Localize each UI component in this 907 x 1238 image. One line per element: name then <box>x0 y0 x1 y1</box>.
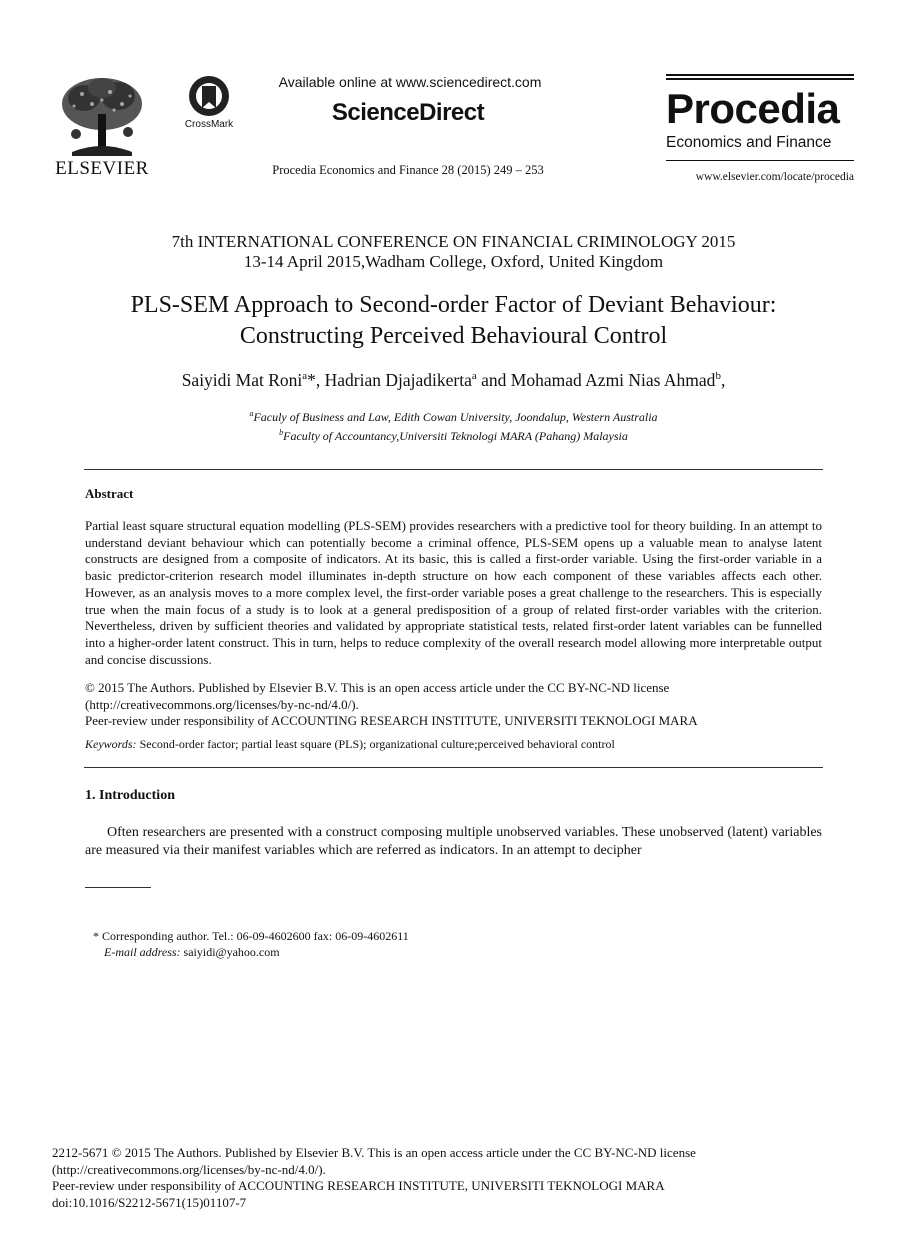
elsevier-logo <box>52 74 152 178</box>
procedia-subtitle: Economics and Finance <box>666 134 832 151</box>
procedia-url[interactable]: www.elsevier.com/locate/procedia <box>666 160 854 183</box>
doi-line[interactable]: doi:10.1016/S2212-5671(15)01107-7 <box>52 1194 247 1210</box>
publication-footer <box>52 1145 812 1211</box>
conference-name: 7th INTERNATIONAL CONFERENCE ON FINANCIAL CRIMINOLOGY 2015 <box>171 232 736 251</box>
divider-bottom <box>84 767 823 768</box>
crossmark-label: CrossMark <box>184 119 234 130</box>
copyright-line: © 2015 The Authors. Published by Elsevier B.V. This is an open access article under the CC BY-NC-ND license <box>85 680 670 695</box>
divider-top <box>84 469 823 470</box>
author-name: Mohamad Azmi Nias Ahmad <box>510 370 716 390</box>
author-name: Saiyidi Mat Roni <box>181 370 303 390</box>
author-list <box>60 370 847 391</box>
footer-license-link[interactable]: (http://creativecommons.org/licenses/by-nc-nd/4.0/). <box>52 1161 326 1177</box>
available-online-text: Available online at www.sciencedirect.com <box>278 74 542 90</box>
peer-review-line: Peer-review under responsibility of ACCOUNTING RESEARCH INSTITUTE, UNIVERSITI TEKNOLOGI MARA <box>85 713 698 728</box>
email-label: E-mail address: <box>104 945 181 959</box>
elsevier-wordmark: ELSEVIER <box>55 158 149 179</box>
paper-title-line1: PLS-SEM Approach to Second-order Factor of Deviant Behaviour: <box>130 292 777 318</box>
corresponding-author-line: * Corresponding author. Tel.: 06-09-4602600 fax: 06-09-4602611 <box>93 929 409 943</box>
author-affiliation-mark: a <box>302 370 308 383</box>
keywords-label: Keywords: <box>85 737 137 751</box>
paper-title <box>60 290 847 352</box>
keywords-text: Second-order factor; partial least square (PLS); organizational culture;perceived behavioral control <box>136 737 615 751</box>
crossmark-logo[interactable] <box>178 74 240 132</box>
crossmark-icon <box>178 74 240 118</box>
affiliation-a: $^a$Faculy of Business and Law, Edith Cowan University, Joondalup, Western Australia <box>249 409 658 424</box>
elsevier-tree-icon <box>52 74 152 158</box>
corresponding-author-footnote <box>93 928 793 960</box>
procedia-rule-second <box>666 78 854 80</box>
author-separator: *, <box>307 370 325 390</box>
procedia-logo <box>666 74 854 183</box>
procedia-name: Procedia <box>666 85 840 132</box>
author-name: Hadrian Djajadikerta <box>324 370 472 390</box>
keywords <box>85 737 822 752</box>
affiliations <box>60 406 847 444</box>
conference-date-venue: 13-14 April 2015,Wadham College, Oxford, United Kingdom <box>243 252 664 271</box>
journal-citation: Procedia Economics and Finance 28 (2015) 249 – 253 <box>272 163 544 177</box>
issn-line: 2212-5671 © 2015 The Authors. Published by Elsevier B.V. This is an open access article under the CC BY-NC-ND license <box>52 1145 696 1160</box>
introduction-body: Often researchers are presented with a construct composing multiple unobserved variables. These unobserved (latent) variables are measured via their manifest variables which are referred as indicators. In an attempt to decipher <box>85 825 822 858</box>
abstract-body: Partial least square structural equation modelling (PLS-SEM) provides researchers with a predictive tool for theory building. In an attempt to understand deviant behaviour which can potentially become a criminal offence, PLS-SEM opens up a valuable mean to analyse latent constructs are designed from a composite of indicators. At its basic, this is called a first-order variable. Using the first-order variable in a basic predictor-criterion research model illuminates in-depth structure on how each component of these variables affects each other. However, as an analysis moves to a more complex level, the first-order variable poses a great challenge to the researchers. This is especially true when the main focus of a study is to look at a general predisposition of a group of related first-order variables with the criterion. Nevertheless, driven by sufficient theories and validated by appropriate statistical tests, related first-order latent variables can be funnelled into a higher-order latent construct. This in turn, helps to reduce complexity of the overall research model allowing more interpretable output and concise discussions. <box>85 518 822 667</box>
author-affiliation-mark: a <box>471 370 477 383</box>
author-affiliation-mark: b <box>715 370 721 383</box>
author-separator: , <box>720 370 726 390</box>
conference-info <box>60 232 847 272</box>
email-line <box>93 944 793 960</box>
author-separator: and <box>476 370 511 390</box>
footnote-rule <box>85 887 151 888</box>
abstract-heading: Abstract <box>85 486 134 501</box>
procedia-rule-top <box>666 74 854 76</box>
license-link[interactable]: (http://creativecommons.org/licenses/by-nc-nd/4.0/). <box>85 696 359 712</box>
paper-title-line2: Constructing Perceived Behavioural Control <box>239 323 668 349</box>
sciencedirect-wordmark: ScienceDirect <box>331 99 485 126</box>
email-address[interactable]: saiyidi@yahoo.com <box>180 945 280 959</box>
introduction-heading: 1. Introduction <box>85 788 175 803</box>
copyright-notice <box>85 680 822 730</box>
affiliation-b: $^b$Faculty of Accountancy,Universiti Teknologi MARA (Pahang) Malaysia <box>279 428 628 443</box>
footer-peer-review: Peer-review under responsibility of ACCOUNTING RESEARCH INSTITUTE, UNIVERSITI TEKNOLOGI MARA <box>52 1178 665 1193</box>
